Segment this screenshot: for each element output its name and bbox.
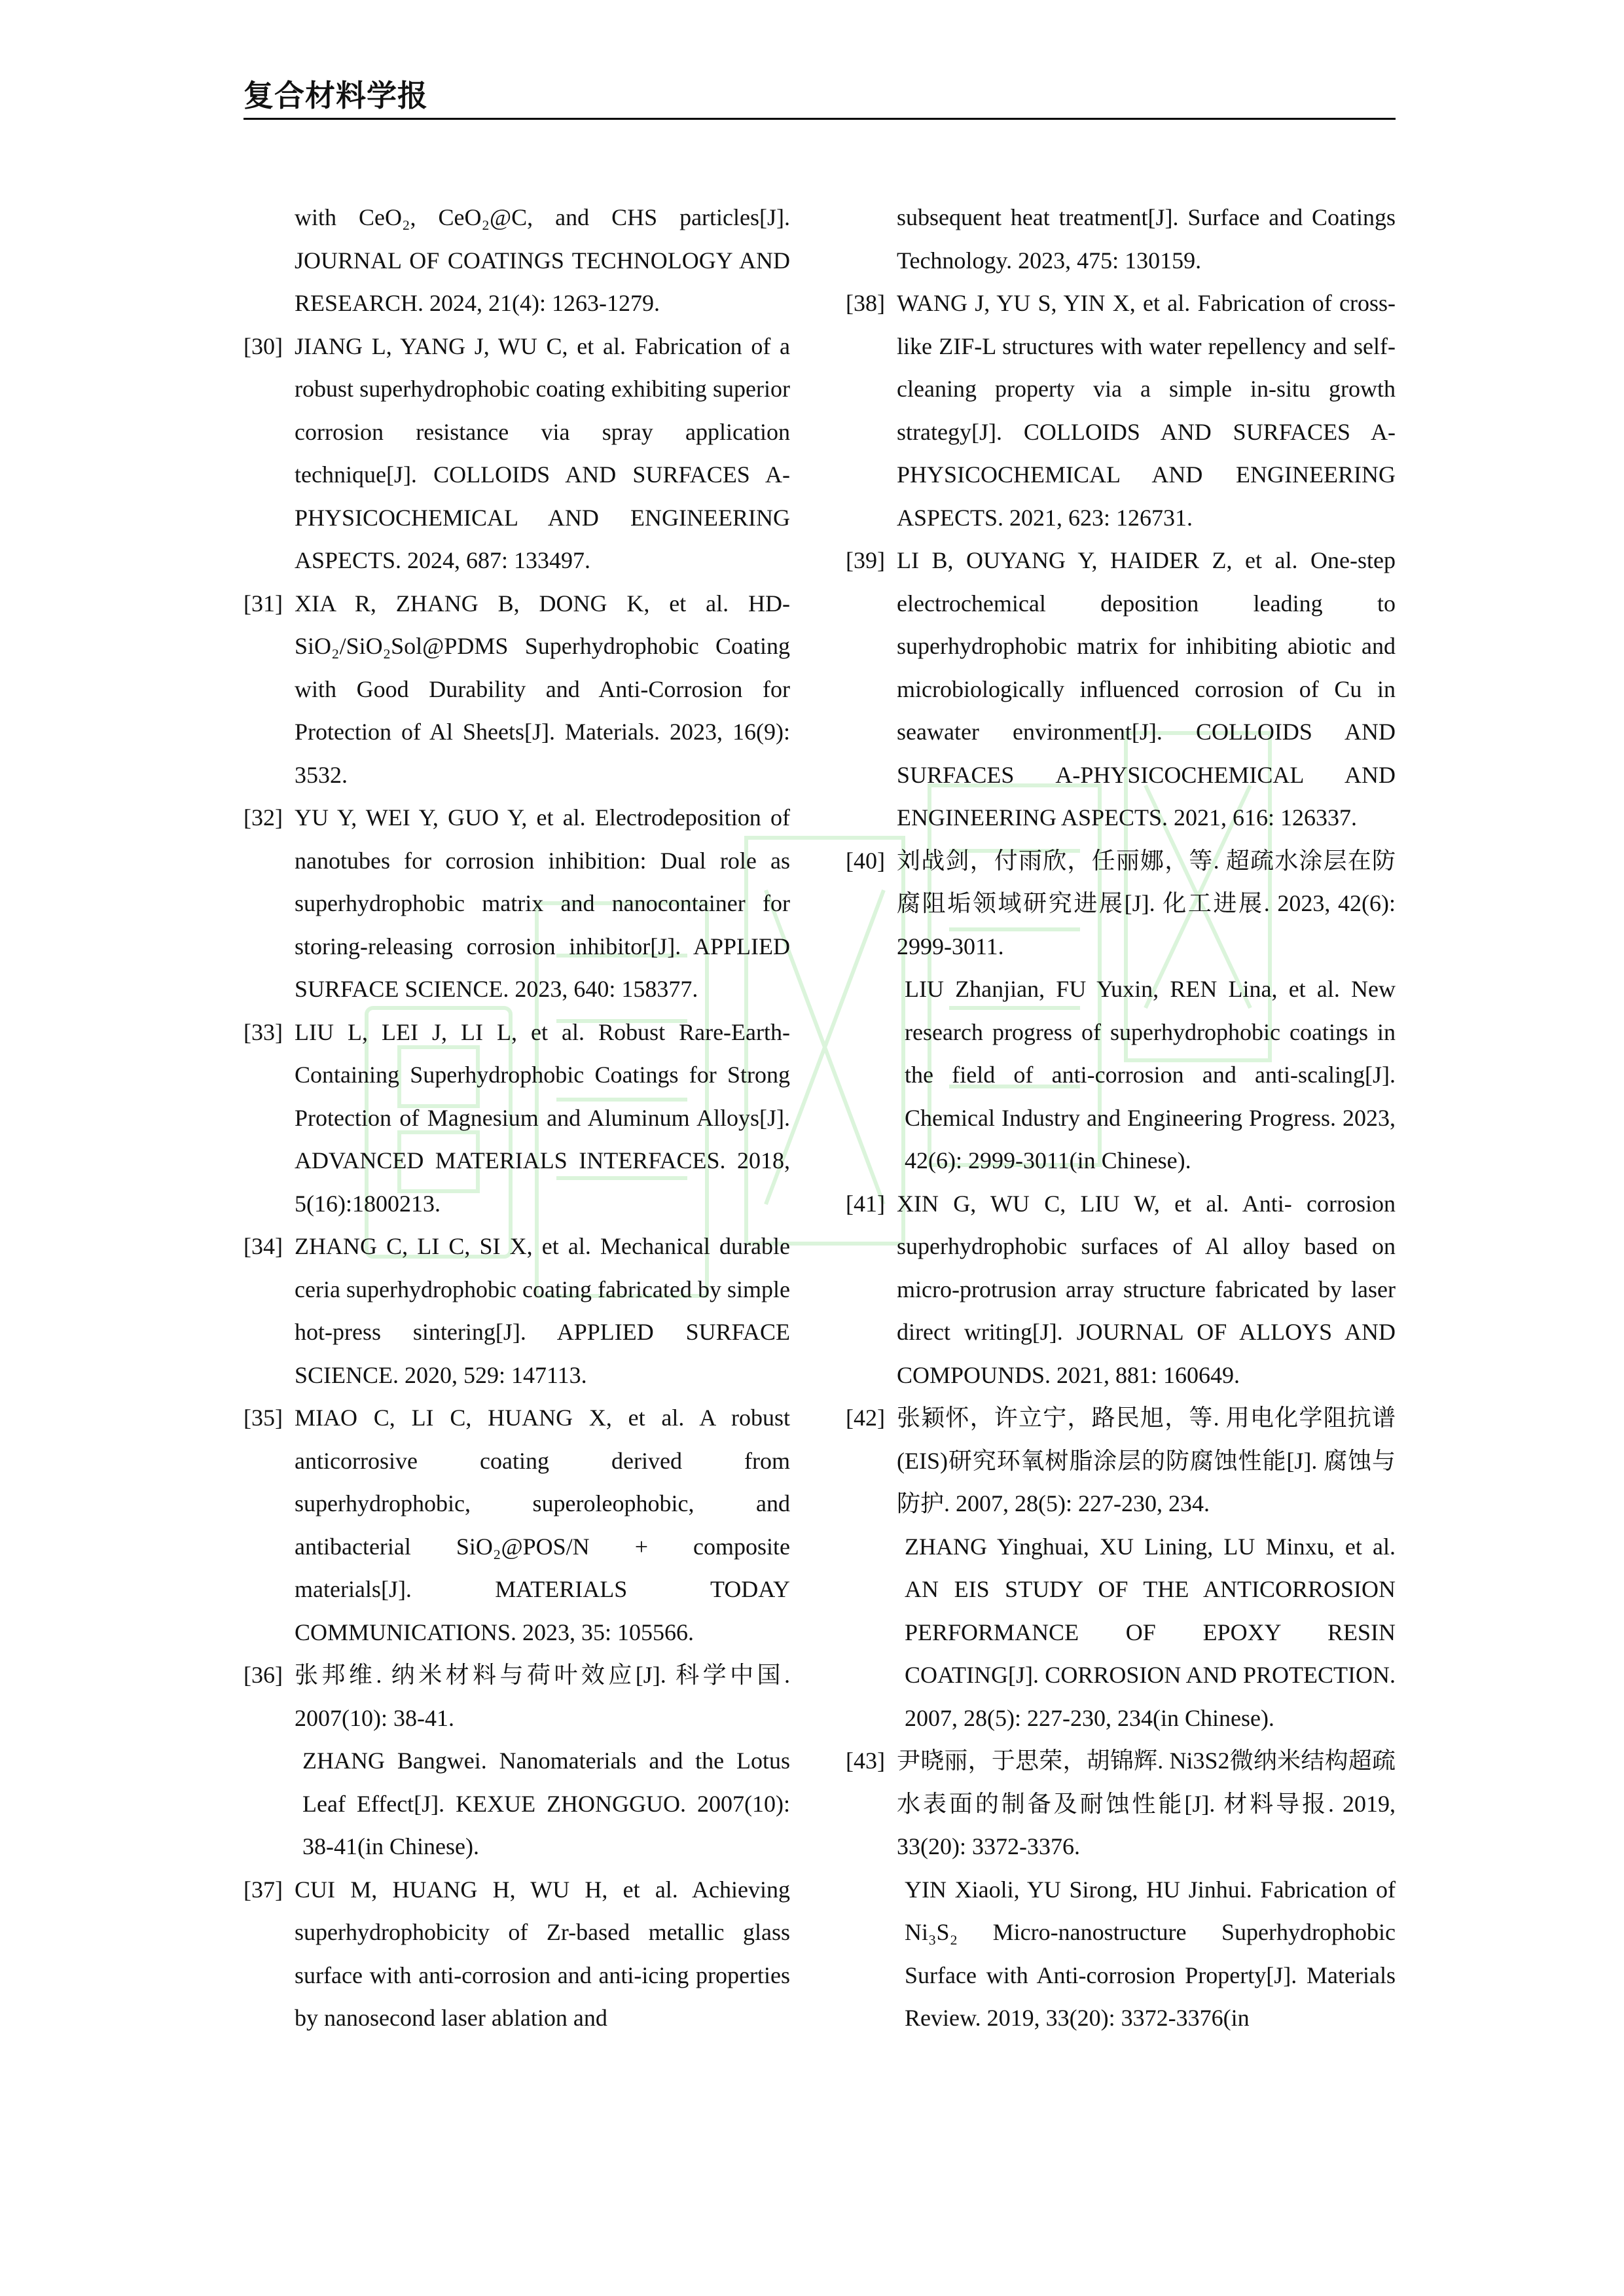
- reference-text: XIA R, ZHANG B, DONG K, et al. HD-SiO₂/SiO₂Sol@PDMS Superhydrophobic Coating with Good Durability and Anti-Corrosion for Protection of Al Sheets[J]. Materials. 2023, 16(9): 3532.: [295, 590, 790, 788]
- reference-number: [33]: [244, 1018, 283, 1045]
- reference-text: MIAO C, LI C, HUANG X, et al. A robust anticorrosive coating derived from superhydrophobic, superoleophobic, and antibacterial SiO₂@POS/N + composite materials[J]. MATERIALS TODAY COMMUNICATIONS. 2023, 35: 105566.: [295, 1405, 790, 1645]
- reference-continued: [846, 196, 1396, 282]
- reference-37: [244, 1869, 790, 2040]
- journal-title: 复合材料学报: [244, 78, 428, 113]
- reference-translation: LIU Zhanjian, FU Yuxin, REN Lina, et al. New research progress of superhydrophobic coatings in the field of anti-corrosion and anti-scaling[J]. Chemical Industry and Engineering Progress. 2023, 42(6): 2999-3011(in Chinese).: [905, 976, 1396, 1174]
- reference-text: LI B, OUYANG Y, HAIDER Z, et al. One-step electrochemical deposition leading to superhydrophobic matrix for inhibiting abiotic and microbiologically influenced corrosion of Cu in seawater environment[J]. COLLOIDS AND SURFACES A-PHYSICOCHEMICAL AND ENGINEERING ASPECTS. 2021, 616: 126337.: [897, 547, 1396, 831]
- reference-33: [244, 1011, 790, 1226]
- left-column: [244, 196, 790, 2040]
- reference-text: with CeO₂, CeO₂@C, and CHS particles[J]. JOURNAL OF COATINGS TECHNOLOGY AND RESEARCH. 2024, 21(4): 1263-1279.: [295, 204, 790, 316]
- reference-38: [846, 282, 1396, 539]
- reference-translation: YIN Xiaoli, YU Sirong, HU Jinhui. Fabrication of Ni₃S₂ Micro-nanostructure Superhydrophobic Surface with Anti-corrosion Property[J]. Materials Review. 2019, 33(20): 3372-3376(in: [905, 1876, 1396, 2031]
- reference-31: [244, 583, 790, 797]
- reference-text: subsequent heat treatment[J]. Surface and Coatings Technology. 2023, 475: 130159.: [897, 204, 1396, 274]
- reference-text: 张邦维. 纳米材料与荷叶效应[J]. 科学中国. 2007(10): 38-41.: [295, 1662, 790, 1731]
- reference-36: [244, 1654, 790, 1869]
- reference-number: [41]: [846, 1190, 885, 1217]
- reference-continued: [244, 196, 790, 325]
- reference-40: [846, 840, 1396, 1183]
- reference-text: YU Y, WEI Y, GUO Y, et al. Electrodeposition of nanotubes for corrosion inhibition: Dual role as superhydrophobic matrix and nanocontainer for storing-releasing corrosion inhibitor[J]. APPLIED SURFACE SCIENCE. 2023, 640: 158377.: [295, 804, 790, 1002]
- reference-number: [38]: [846, 290, 885, 316]
- reference-number: [40]: [846, 847, 885, 874]
- reference-43: [846, 1740, 1396, 2040]
- reference-number: [43]: [846, 1748, 885, 1774]
- reference-text: WANG J, YU S, YIN X, et al. Fabrication of cross-like ZIF-L structures with water repellency and self-cleaning property via a simple in-situ growth strategy[J]. COLLOIDS AND SURFACES A-PHYSICOCHEMICAL AND ENGINEERING ASPECTS. 2021, 623: 126731.: [897, 290, 1396, 531]
- reference-text: CUI M, HUANG H, WU H, et al. Achieving superhydrophobicity of Zr-based metallic glass surface with anti-corrosion and anti-icing properties by nanosecond laser ablation and: [295, 1876, 790, 2031]
- reference-30: [244, 325, 790, 583]
- reference-text: ZHANG C, LI C, SI X, et al. Mechanical durable ceria superhydrophobic coating fabricated by simple hot-press sintering[J]. APPLIED SURFACE SCIENCE. 2020, 529: 147113.: [295, 1233, 790, 1388]
- reference-number: [36]: [244, 1662, 283, 1688]
- reference-number: [32]: [244, 804, 283, 831]
- header-rule: [244, 118, 1396, 120]
- reference-35: [244, 1397, 790, 1654]
- reference-39: [846, 539, 1396, 840]
- reference-text: 尹晓丽，于思荣，胡锦辉. Ni3S2微纳米结构超疏水表面的制备及耐蚀性能[J]. 材料导报. 2019, 33(20): 3372-3376.: [897, 1748, 1396, 1859]
- reference-41: [846, 1183, 1396, 1397]
- reference-32: [244, 797, 790, 1011]
- reference-number: [37]: [244, 1876, 283, 1903]
- reference-text: 张颖怀，许立宁，路民旭，等. 用电化学阻抗谱(EIS)研究环氧树脂涂层的防腐蚀性能[J]. 腐蚀与防护. 2007, 28(5): 227-230, 234.: [897, 1405, 1396, 1516]
- reference-text: XIN G, WU C, LIU W, et al. Anti- corrosion superhydrophobic surfaces of Al alloy based on micro-protrusion array structure fabricated by laser direct writing[J]. JOURNAL OF ALLOYS AND COMPOUNDS. 2021, 881: 160649.: [897, 1190, 1396, 1388]
- reference-number: [35]: [244, 1405, 283, 1431]
- reference-translation: ZHANG Bangwei. Nanomaterials and the Lotus Leaf Effect[J]. KEXUE ZHONGGUO. 2007(10): 38-41(in Chinese).: [302, 1748, 790, 1859]
- reference-number: [31]: [244, 590, 283, 617]
- reference-number: [34]: [244, 1233, 283, 1259]
- reference-number: [39]: [846, 547, 885, 573]
- reference-number: [42]: [846, 1405, 885, 1431]
- reference-text: 刘战剑，付雨欣，任丽娜，等. 超疏水涂层在防腐阻垢领域研究进展[J]. 化工进展. 2023, 42(6): 2999-3011.: [897, 847, 1396, 960]
- reference-34: [244, 1225, 790, 1397]
- reference-text: JIANG L, YANG J, WU C, et al. Fabrication of a robust superhydrophobic coating exhibiting superior corrosion resistance via spray application technique[J]. COLLOIDS AND SURFACES A-PHYSICOCHEMICAL AND ENGINEERING ASPECTS. 2024, 687: 133497.: [295, 332, 790, 573]
- reference-text: LIU L, LEI J, LI L, et al. Robust Rare-Earth-Containing Superhydrophobic Coatings for Strong Protection of Magnesium and Aluminum Alloys[J]. ADVANCED MATERIALS INTERFACES. 2018, 5(16):1800213.: [295, 1018, 790, 1217]
- reference-number: [30]: [244, 332, 283, 359]
- reference-42: [846, 1397, 1396, 1740]
- reference-translation: ZHANG Yinghuai, XU Lining, LU Minxu, et al. AN EIS STUDY OF THE ANTICORROSION PERFORMANCE OF EPOXY RESIN COATING[J]. CORROSION AND PROTECTION. 2007, 28(5): 227-230, 234(in Chinese).: [905, 1533, 1396, 1731]
- right-column: [846, 196, 1396, 2040]
